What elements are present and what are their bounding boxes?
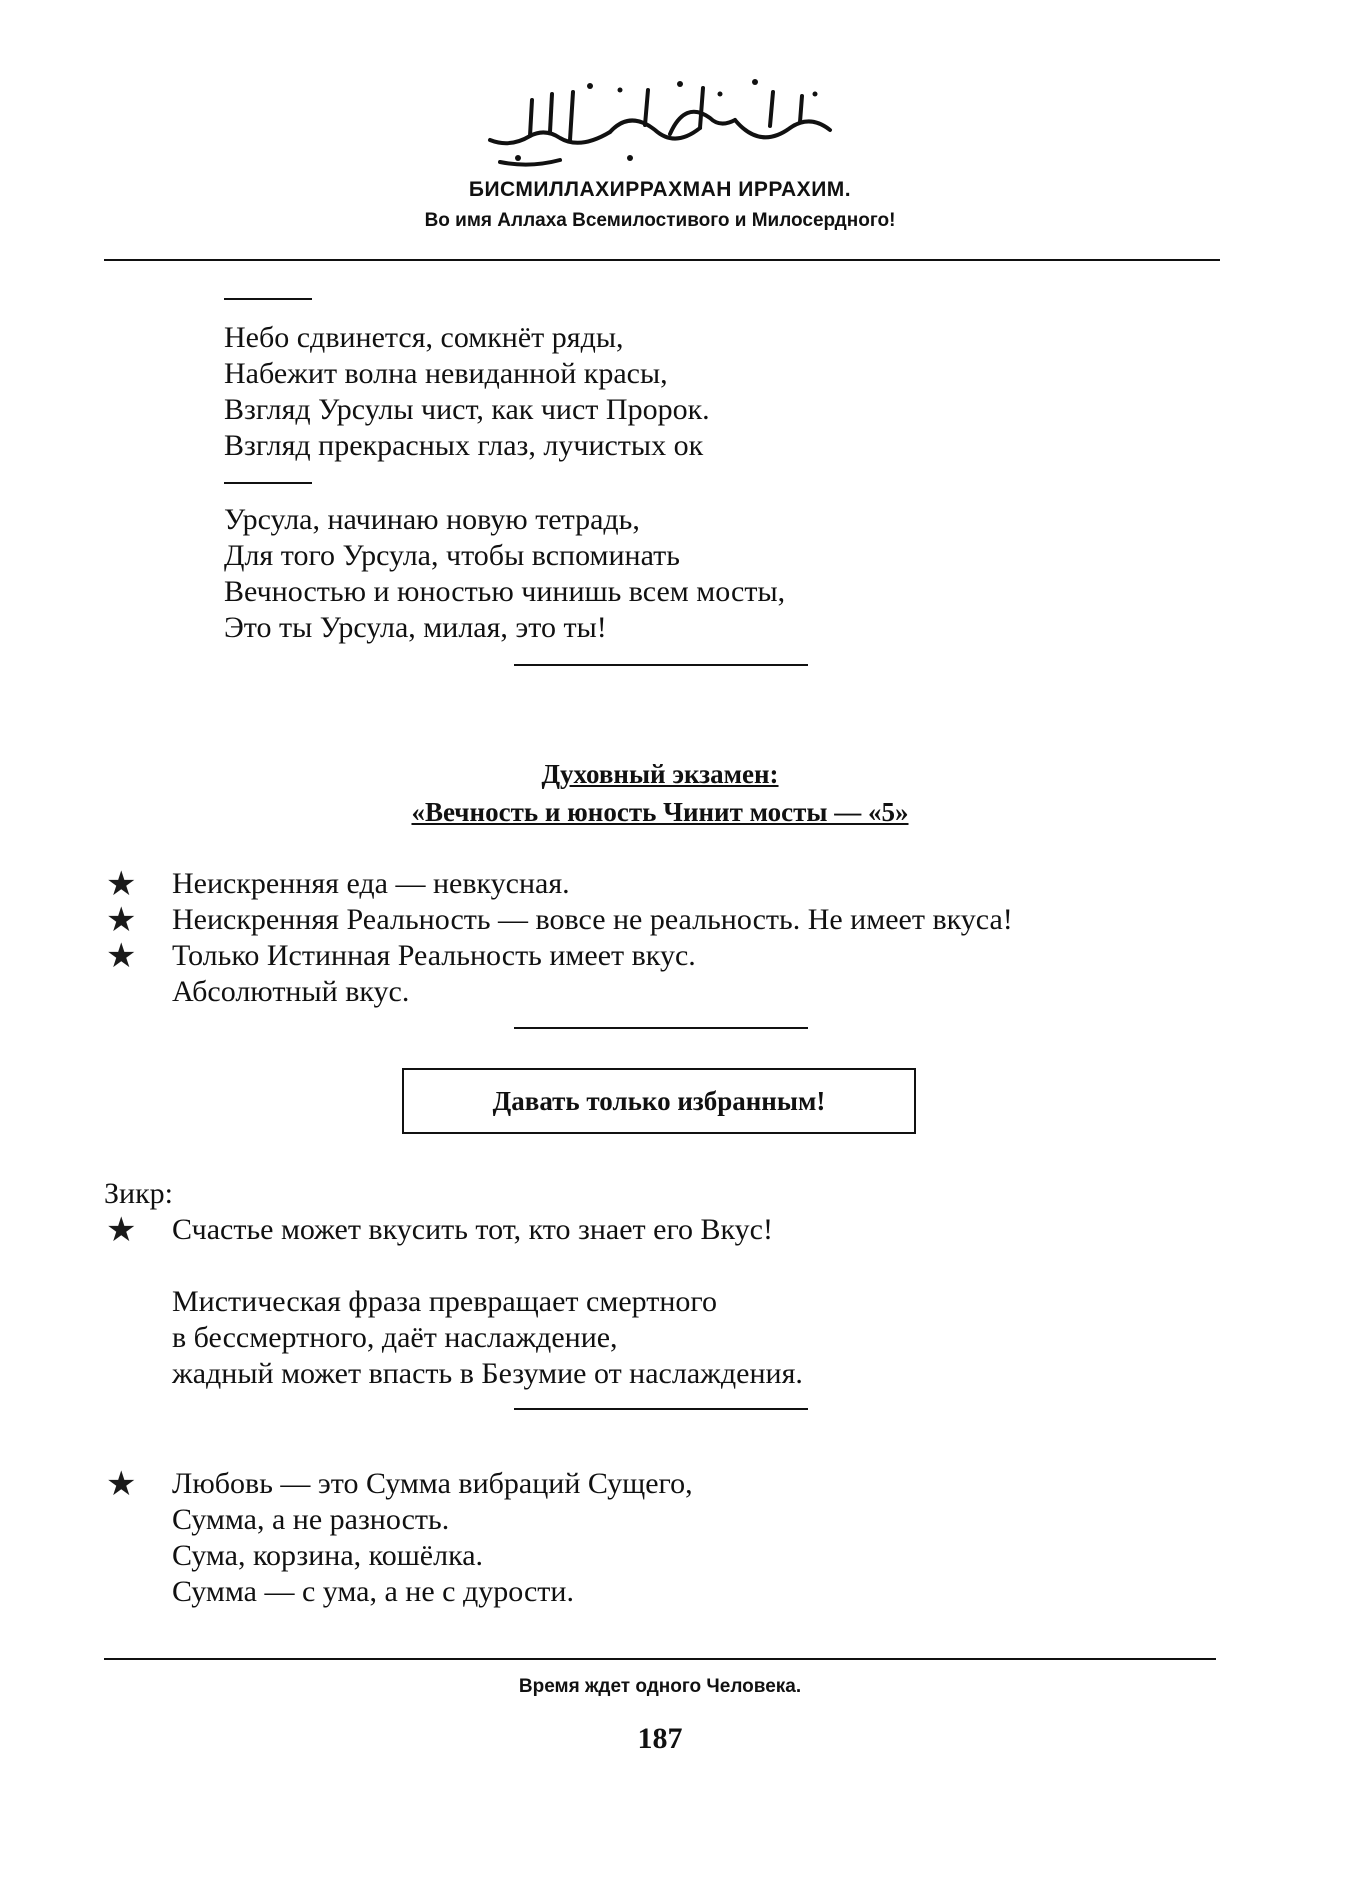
star-bullet-icon: ★	[106, 936, 137, 976]
list-item-text: Неискренняя еда — невкусная.	[172, 867, 570, 900]
zikr-paragraph	[172, 1284, 803, 1392]
continuation-text: Абсолютный вкус.	[172, 975, 410, 1008]
star-bullet-icon: ★	[106, 1210, 137, 1250]
zikr-section	[106, 1212, 1266, 1248]
list-item-continuation	[106, 1502, 1266, 1538]
section-divider	[514, 664, 808, 666]
poem-stanza-2	[224, 502, 785, 646]
continuation-text: Сумма, а не разность.	[172, 1503, 450, 1536]
list-item-continuation	[106, 974, 1266, 1010]
poem-line: Это ты Урсула, милая, это ты!	[224, 611, 607, 644]
poem-line: Вечностью и юностью чинишь всем мосты,	[224, 575, 786, 608]
taste-list	[106, 866, 1266, 1010]
stanza-short-rule	[224, 298, 312, 300]
bismillah-calligraphy	[470, 70, 850, 170]
poem-stanza-1	[224, 320, 710, 464]
section-divider	[514, 1408, 808, 1410]
footer-divider	[104, 1658, 1216, 1660]
list-item	[106, 902, 1266, 938]
list-item	[106, 866, 1266, 902]
continuation-text: Сумма — с ума, а не с дурости.	[172, 1575, 574, 1608]
list-item	[106, 938, 1266, 974]
list-item	[106, 1212, 1266, 1248]
list-item-text: Счастье может вкусить тот, кто знает его Вкус!	[172, 1213, 773, 1246]
page-number: 187	[637, 1722, 683, 1755]
list-item	[106, 1466, 1266, 1502]
star-bullet-icon: ★	[106, 1464, 137, 1504]
poem-line: Для того Урсула, чтобы вспоминать	[224, 539, 680, 572]
stanza-short-rule	[224, 482, 312, 484]
header-subtitle: Во имя Аллаха Всемилостивого и Милосердного!	[424, 210, 896, 231]
paragraph-line: Мистическая фраза превращает смертного	[172, 1285, 717, 1318]
header-title: БИСМИЛЛАХИРРАХМАН ИРРАХИМ.	[468, 178, 852, 201]
paragraph-line: жадный может впасть в Безумие от наслаждения.	[172, 1357, 803, 1390]
list-item-continuation	[106, 1574, 1266, 1610]
list-item-text: Неискренняя Реальность — вовсе не реальность. Не имеет вкуса!	[172, 903, 1013, 936]
exam-title-line-2: «Вечность и юность Чинит мосты — «5»	[411, 797, 909, 827]
section-divider	[514, 1027, 808, 1029]
calligraphy-icon	[470, 70, 850, 170]
poem-line: Небо сдвинется, сомкнёт ряды,	[224, 321, 624, 354]
zikr-label: Зикр:	[104, 1177, 173, 1210]
list-item-continuation	[106, 1538, 1266, 1574]
boxed-note: Давать только избранным!	[402, 1068, 916, 1134]
love-section	[106, 1466, 1266, 1610]
star-bullet-icon: ★	[106, 900, 137, 940]
continuation-text: Сума, корзина, кошёлка.	[172, 1539, 484, 1572]
header-divider	[104, 259, 1220, 261]
poem-line: Взгляд Урсулы чист, как чист Пророк.	[224, 393, 710, 426]
paragraph-line: в бессмертного, даёт наслаждение,	[172, 1321, 618, 1354]
list-item-text: Любовь — это Сумма вибраций Сущего,	[172, 1467, 693, 1500]
poem-line: Взгляд прекрасных глаз, лучистых ок	[224, 429, 704, 462]
list-item-text: Только Истинная Реальность имеет вкус.	[172, 939, 696, 972]
star-bullet-icon: ★	[106, 864, 137, 904]
poem-line: Набежит волна невиданной красы,	[224, 357, 668, 390]
poem-line: Урсула, начинаю новую тетрадь,	[224, 503, 640, 536]
footer-text: Время ждет одного Человека.	[518, 1676, 802, 1697]
exam-title-line-1: Духовный экзамен:	[541, 759, 779, 789]
